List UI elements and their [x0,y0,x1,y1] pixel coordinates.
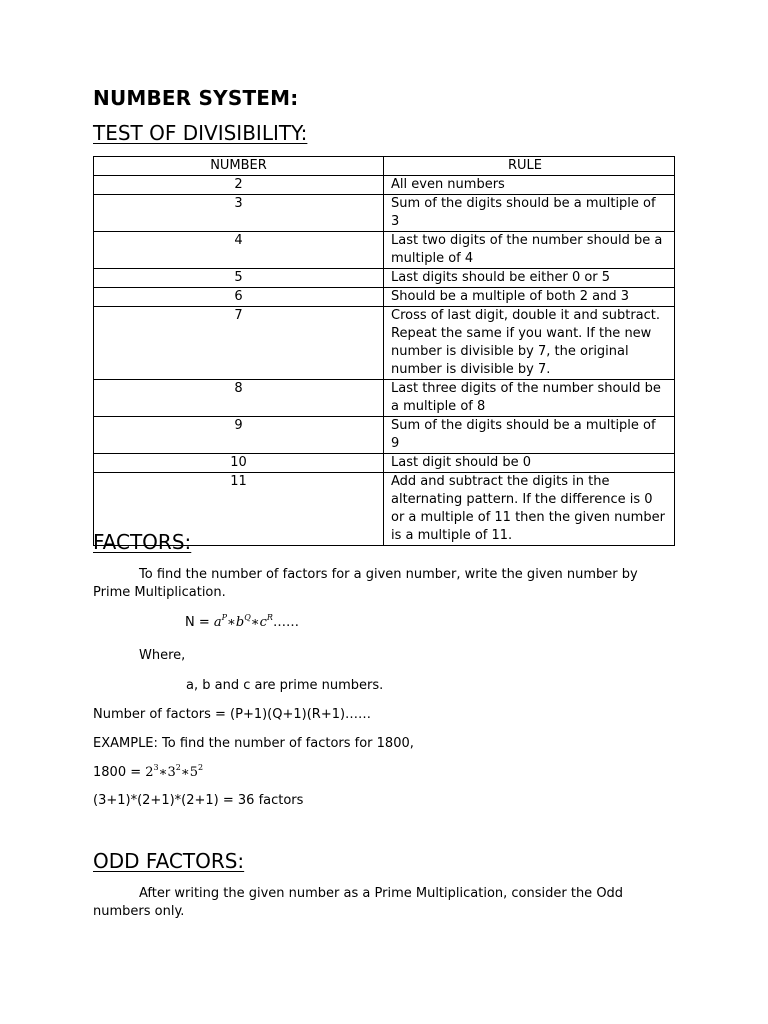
formula-b: b [235,615,245,630]
table-header-row [94,157,675,176]
factors-abc-note: a, b and c are prime numbers. [186,678,384,693]
row-number: 4 [94,232,384,269]
formula-star-2: ∗ [250,615,260,630]
row-rule: Last three digits of the number should be a multiple of 8 [384,380,675,417]
row-rule: Last digits should be either 0 or 5 [384,269,675,288]
formula-tail: …… [272,615,299,630]
example-exp-2: 2 [175,763,181,772]
section-heading-factors: FACTORS: [93,530,192,554]
formula-r: R [266,613,273,622]
row-number: 6 [94,288,384,307]
formula-star-1: ∗ [227,615,236,630]
row-number: 8 [94,380,384,417]
factors-where: Where, [139,648,186,663]
row-rule: Sum of the digits should be a multiple of 3 [384,195,675,232]
formula-lhs: N = [185,615,214,630]
table-row [94,232,675,269]
factors-example-equation [93,764,203,782]
row-number: 10 [94,454,384,473]
factors-count-formula: Number of factors = (P+1)(Q+1)(R+1)…… [93,707,372,722]
formula-c: c [259,615,267,630]
row-number: 5 [94,269,384,288]
example-base-1: 2 [145,765,154,780]
table-row [94,176,675,195]
row-number: 11 [94,473,384,546]
row-rule: Last digit should be 0 [384,454,675,473]
formula-q: Q [244,613,251,622]
row-number: 2 [94,176,384,195]
table-row [94,380,675,417]
page-title: NUMBER SYSTEM: [93,86,299,110]
row-number: 7 [94,307,384,380]
row-number: 3 [94,195,384,232]
table-row [94,417,675,454]
factors-example: EXAMPLE: To find the number of factors for 1800, [93,736,414,751]
header-rule: RULE [384,157,675,176]
example-base-2: 3 [167,765,176,780]
factors-formula [185,614,299,632]
example-exp-1: 3 [153,763,159,772]
section-heading-divisibility: TEST OF DIVISIBILITY: [93,121,308,145]
factors-intro: To find the number of factors for a given number, write the given number by Prime Multiplication. [93,567,638,600]
row-rule: Cross of last digit, double it and subtract. Repeat the same if you want. If the new number is divisible by 7, the original number is divisible by 7. [384,307,675,380]
section-heading-odd-factors: ODD FACTORS: [93,849,245,873]
table-row [94,307,675,380]
row-rule: Add and subtract the digits in the alternating pattern. If the difference is 0 or a multiple of 11 then the given number is a multiple of 11. [384,473,675,546]
factors-result: (3+1)*(2+1)*(2+1) = 36 factors [93,793,304,808]
example-star-1: ∗ [158,765,168,780]
example-base-3: 5 [189,765,198,780]
row-rule: Sum of the digits should be a multiple of 9 [384,417,675,454]
row-number: 9 [94,417,384,454]
row-rule: Last two digits of the number should be a multiple of 4 [384,232,675,269]
divisibility-table [93,156,675,546]
table-row [94,288,675,307]
formula-p: P [221,613,228,622]
table-row [94,269,675,288]
odd-factors-text: After writing the given number as a Prime Multiplication, consider the Odd numbers only. [93,886,624,919]
table-row [94,195,675,232]
example-exp-3: 2 [197,763,204,772]
example-star-2: ∗ [180,765,190,780]
table-row [94,454,675,473]
header-number: NUMBER [94,157,384,176]
row-rule: Should be a multiple of both 2 and 3 [384,288,675,307]
row-rule: All even numbers [384,176,675,195]
formula-a: a [213,615,222,630]
example-lhs: 1800 = [93,765,146,780]
